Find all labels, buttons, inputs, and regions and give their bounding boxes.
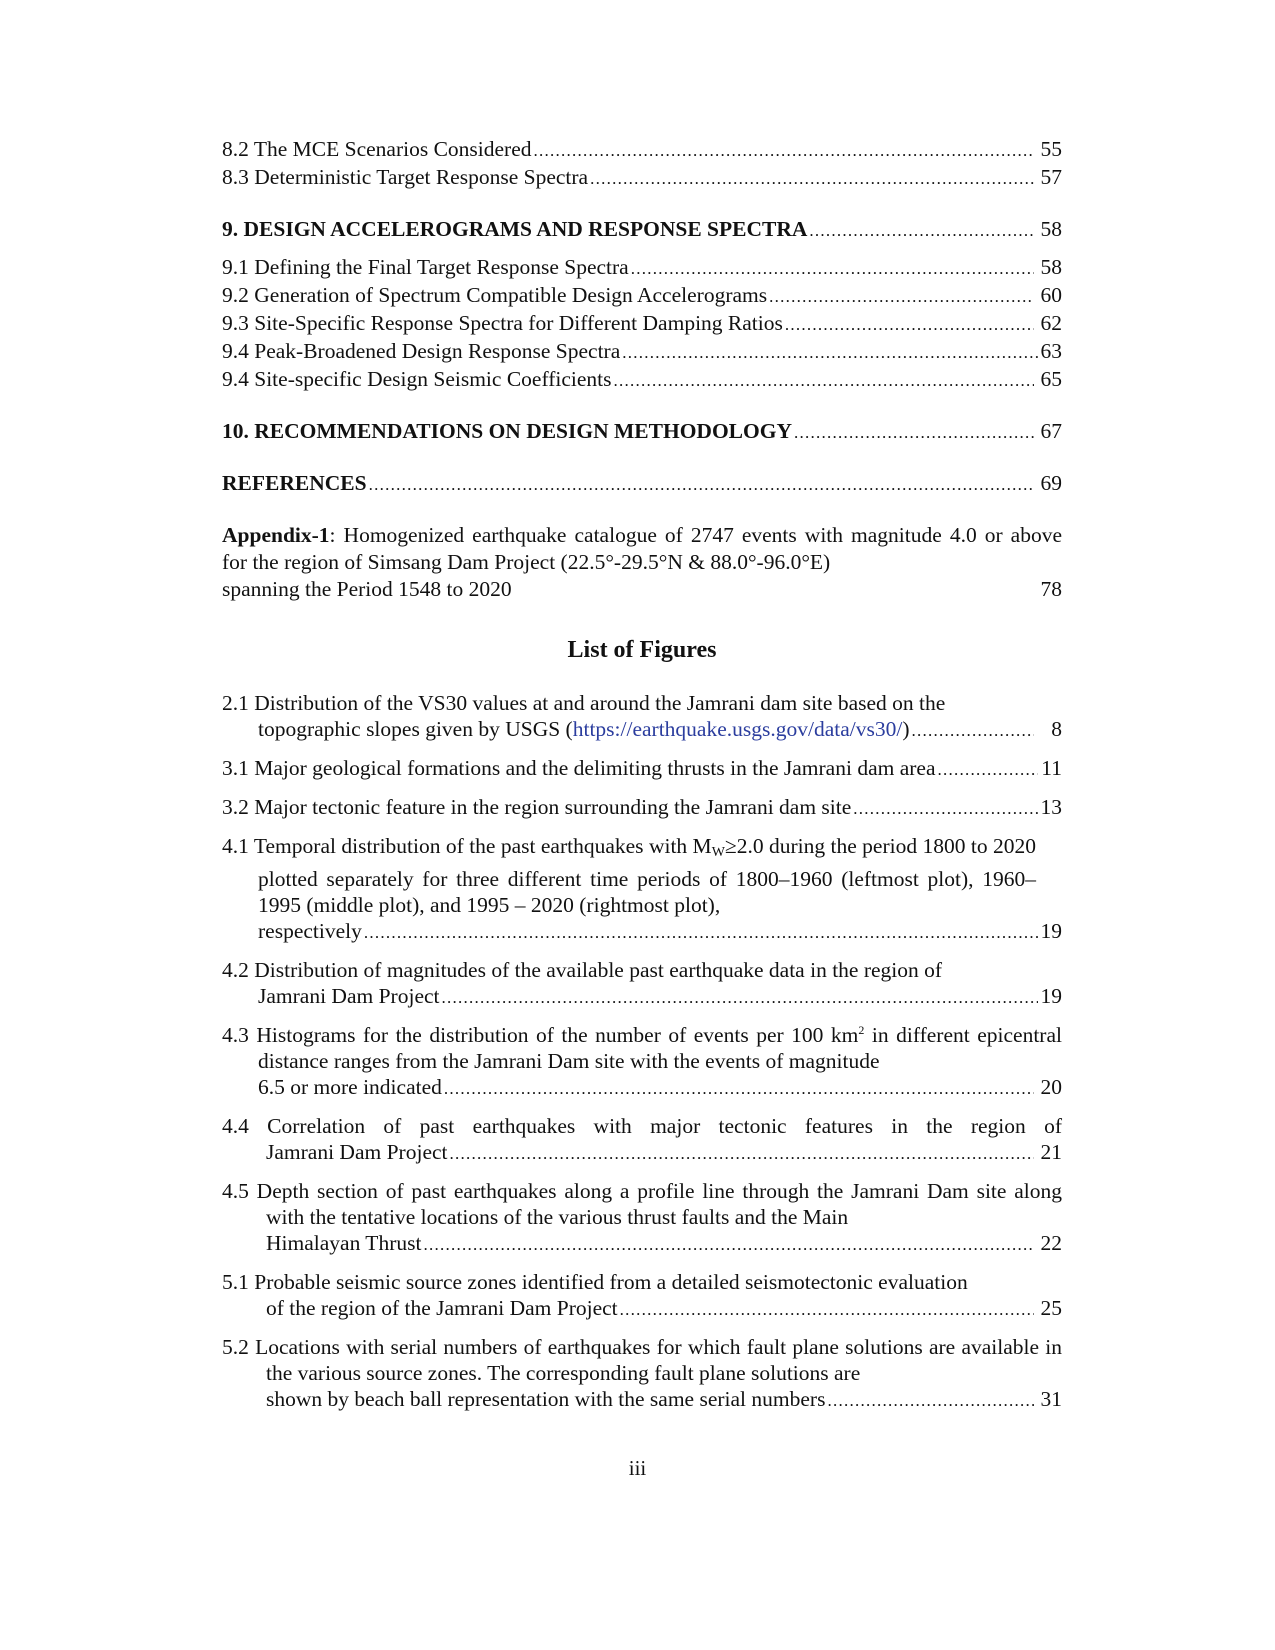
toc-page: 60 xyxy=(1040,283,1062,307)
figure-title-cont: ≥2.0 during the period 1800 to 2020 plotted separately for three different time periods of 1800–1960 (leftmost plot), 1960–1995 (middle plot), and 1995 – 2020 (rightmost plot), xyxy=(258,834,1036,917)
leader-dots xyxy=(423,1230,1034,1258)
toc-entry-9-1[interactable] xyxy=(222,254,1062,282)
toc-entry-9-2[interactable] xyxy=(222,282,1062,310)
figure-title-end: respectively xyxy=(258,919,362,943)
figure-entry-2-1[interactable] xyxy=(222,690,1062,744)
leader-dots xyxy=(534,136,1034,164)
toc-entry-9-3[interactable] xyxy=(222,310,1062,338)
figure-entry-5-1[interactable] xyxy=(222,1269,1062,1323)
figure-title-end: Jamrani Dam Project xyxy=(258,984,440,1008)
figure-title-cont: in different epicentral distance ranges from the Jamrani Dam site with the events of magnitude xyxy=(258,1023,1062,1073)
leader-dots xyxy=(769,282,1034,310)
toc-page: 69 xyxy=(1040,471,1062,495)
figure-entry-4-4[interactable] xyxy=(222,1113,1062,1167)
toc-title: 9. DESIGN ACCELEROGRAMS AND RESPONSE SPECTRA xyxy=(222,217,808,241)
toc-page: 78 xyxy=(1040,577,1062,601)
leader-dots xyxy=(369,470,1034,498)
toc-title: 9.4 Site-specific Design Seismic Coefficients xyxy=(222,367,612,391)
list-of-figures-heading: List of Figures xyxy=(567,637,717,663)
leader-dots xyxy=(450,1139,1034,1167)
toc-entry-9-4-coefficients[interactable] xyxy=(222,366,1062,394)
toc-page: 65 xyxy=(1040,367,1062,391)
toc-title: 8.2 The MCE Scenarios Considered xyxy=(222,137,532,161)
appendix-description: : Homogenized earthquake catalogue of 2747 events with magnitude 4.0 or above for the region of Simsang Dam Project (22.5°-29.5°N & 88.0°-96.0°E) xyxy=(222,523,1062,574)
figure-title-end: shown by beach ball representation with the same serial numbers xyxy=(266,1387,826,1411)
figure-title: 3.1 Major geological formations and the delimiting thrusts in the Jamrani dam area xyxy=(222,756,936,780)
toc-page: 62 xyxy=(1040,311,1062,335)
leader-dots xyxy=(614,366,1034,394)
figure-title-close: ) xyxy=(902,717,910,741)
document-page xyxy=(222,136,1062,1425)
toc-entry-8-3[interactable] xyxy=(222,164,1062,192)
appendix-description-end: spanning the Period 1548 to 2020 xyxy=(222,577,512,601)
figure-title: 4.4 Correlation of past earthquakes with major tectonic features in the region of xyxy=(222,1114,1062,1138)
leader-dots xyxy=(444,1074,1034,1102)
figure-title: 4.3 Histograms for the distribution of the number of events per 100 km xyxy=(222,1023,859,1047)
toc-title: 8.3 Deterministic Target Response Spectra xyxy=(222,165,589,189)
leader-dots xyxy=(938,755,1039,783)
figure-title: 2.1 Distribution of the VS30 values at and around the Jamrani dam site based on the xyxy=(222,691,946,715)
figure-title: 3.2 Major tectonic feature in the region surrounding the Jamrani dam site xyxy=(222,795,852,819)
toc-page: 63 xyxy=(1040,339,1062,363)
figure-title-end: Jamrani Dam Project xyxy=(266,1140,448,1164)
figure-title-end: 6.5 or more indicated xyxy=(258,1075,442,1099)
figure-page: 11 xyxy=(1041,756,1062,780)
figure-title: 5.2 Locations with serial numbers of earthquakes for which fault plane solutions are available in the various source zones. The corresponding fault plane solutions are xyxy=(222,1335,1062,1385)
toc-title: 9.1 Defining the Final Target Response Spectra xyxy=(222,255,629,279)
usgs-vs30-link[interactable]: https://earthquake.usgs.gov/data/vs30/ xyxy=(572,717,903,741)
toc-page: 57 xyxy=(1040,165,1062,189)
leader-dots xyxy=(912,716,1034,744)
figure-entry-4-5[interactable] xyxy=(222,1178,1062,1258)
toc-chapter-10[interactable] xyxy=(222,418,1062,446)
toc-page: 55 xyxy=(1040,137,1062,161)
figure-title-end: of the region of the Jamrani Dam Project xyxy=(266,1296,618,1320)
leader-dots xyxy=(809,216,1034,244)
figure-page: 31 xyxy=(1040,1387,1062,1411)
figure-title: 4.1 Temporal distribution of the past earthquakes with M xyxy=(222,834,712,858)
figure-title-cont: topographic slopes given by USGS ( xyxy=(258,717,573,741)
toc-title: 9.3 Site-Specific Response Spectra for Different Damping Ratios xyxy=(222,311,783,335)
figure-title: 4.2 Distribution of magnitudes of the available past earthquake data in the region of xyxy=(222,958,943,982)
toc-title: 9.2 Generation of Spectrum Compatible Design Accelerograms xyxy=(222,283,768,307)
figure-title: 5.1 Probable seismic source zones identified from a detailed seismotectonic evaluation xyxy=(222,1270,968,1294)
toc-title: REFERENCES xyxy=(222,471,367,495)
leader-dots xyxy=(364,918,1038,946)
toc-references[interactable] xyxy=(222,470,1062,498)
toc-entry-8-2[interactable] xyxy=(222,136,1062,164)
figure-title-end: Himalayan Thrust xyxy=(266,1231,422,1255)
figure-page: 22 xyxy=(1040,1231,1062,1255)
square-superscript: 2 xyxy=(858,1023,865,1037)
figure-title: 4.5 Depth section of past earthquakes along a profile line through the Jamrani Dam site along with the tentative locations of the various thrust faults and the Main xyxy=(222,1179,1062,1229)
moment-magnitude-subscript: W xyxy=(711,845,725,860)
toc-page: 58 xyxy=(1040,217,1062,241)
figure-entry-4-2[interactable] xyxy=(222,957,1062,1011)
figure-page: 25 xyxy=(1040,1296,1062,1320)
figure-page: 8 xyxy=(1051,717,1062,741)
figure-entry-3-1[interactable] xyxy=(222,755,1062,783)
toc-title: 10. RECOMMENDATIONS ON DESIGN METHODOLOGY xyxy=(222,419,792,443)
leader-dots xyxy=(785,310,1034,338)
toc-entry-9-4-peak[interactable] xyxy=(222,338,1062,366)
figure-page: 21 xyxy=(1040,1140,1062,1164)
figure-entry-3-2[interactable] xyxy=(222,794,1062,822)
toc-page: 58 xyxy=(1040,255,1062,279)
leader-dots xyxy=(620,1295,1034,1323)
figure-entry-4-3[interactable] xyxy=(222,1022,1062,1102)
leader-dots xyxy=(853,794,1038,822)
toc-chapter-9[interactable] xyxy=(222,216,1062,244)
figure-entry-4-1[interactable] xyxy=(222,833,1062,946)
toc-title: 9.4 Peak-Broadened Design Response Spectra xyxy=(222,339,621,363)
figure-page: 20 xyxy=(1040,1075,1062,1099)
toc-appendix-1[interactable] xyxy=(222,522,1062,603)
leader-dots xyxy=(794,418,1034,446)
figure-page: 13 xyxy=(1040,795,1062,819)
toc-page: 67 xyxy=(1040,419,1062,443)
leader-dots xyxy=(827,1386,1034,1414)
leader-dots xyxy=(590,164,1034,192)
leader-dots xyxy=(631,254,1034,282)
figure-page: 19 xyxy=(1040,919,1062,943)
appendix-label: Appendix-1 xyxy=(222,523,330,547)
page-number: iii xyxy=(628,1456,647,1480)
figure-entry-5-2[interactable] xyxy=(222,1334,1062,1414)
leader-dots xyxy=(622,338,1038,366)
figure-page: 19 xyxy=(1040,984,1062,1008)
leader-dots xyxy=(442,983,1038,1011)
